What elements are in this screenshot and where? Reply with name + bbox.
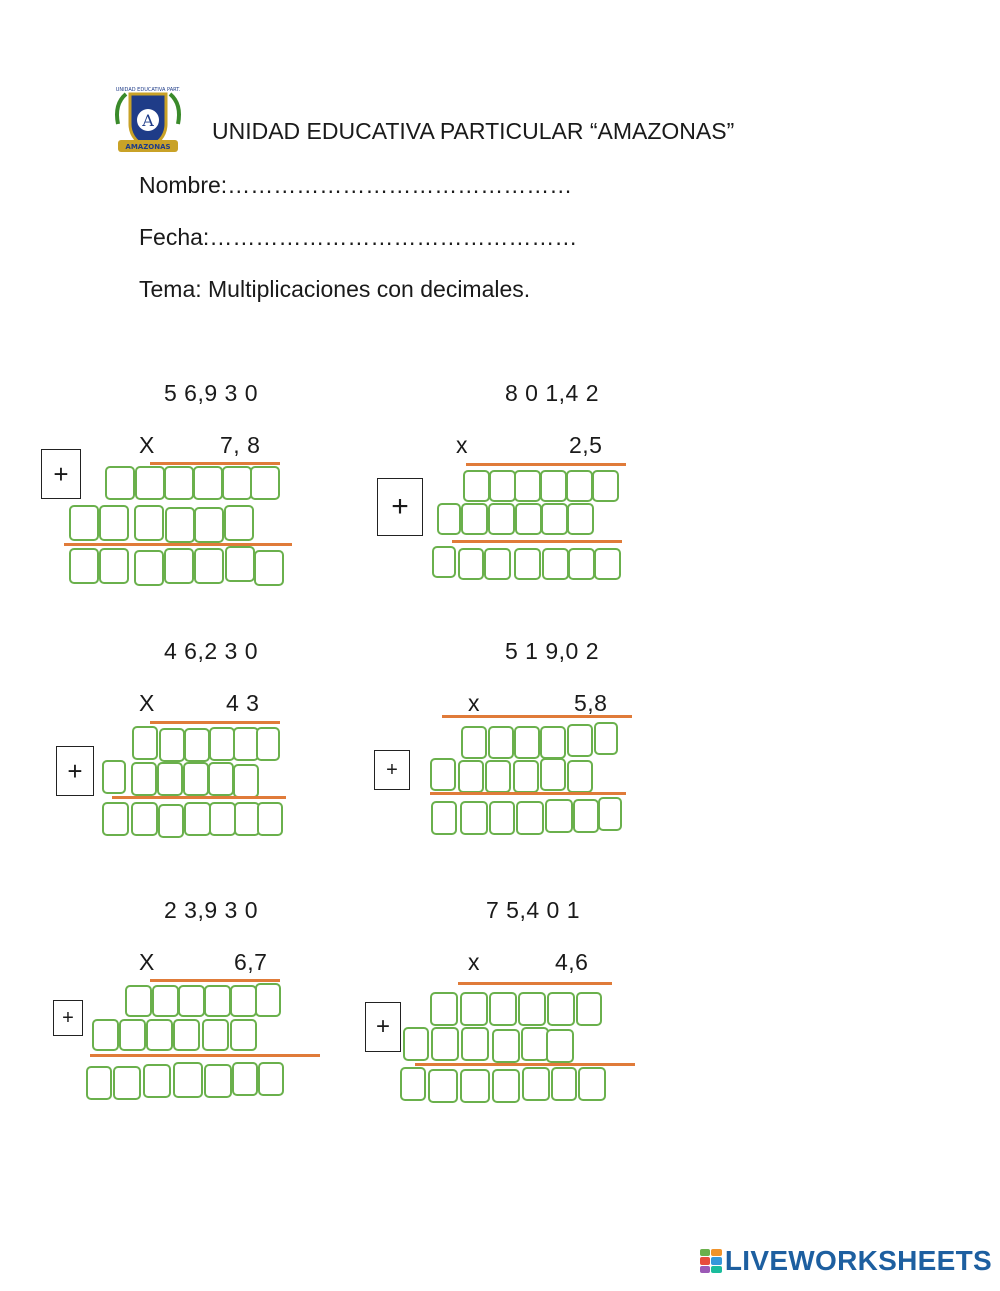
multiplier: 6,7	[234, 949, 268, 975]
answer-box[interactable]	[514, 470, 541, 502]
answer-box[interactable]	[460, 992, 488, 1026]
answer-box[interactable]	[194, 507, 224, 543]
answer-box[interactable]	[489, 992, 517, 1026]
answer-box[interactable]	[178, 985, 205, 1017]
answer-box[interactable]	[594, 722, 618, 755]
answer-box[interactable]	[193, 466, 223, 500]
answer-box[interactable]	[431, 801, 457, 835]
multiplicand: 2 3,9 3 0	[164, 897, 259, 923]
answer-box[interactable]	[92, 1019, 119, 1051]
answer-box[interactable]	[209, 802, 236, 836]
answer-box[interactable]	[102, 802, 129, 836]
answer-box[interactable]	[492, 1069, 520, 1103]
answer-box[interactable]	[152, 985, 179, 1017]
answer-box[interactable]	[488, 503, 515, 535]
answer-box[interactable]	[184, 728, 210, 762]
multiplicand: 7 5,4 0 1	[486, 897, 581, 923]
answer-box[interactable]	[541, 503, 568, 535]
school-logo	[110, 84, 186, 158]
liveworksheets-text: LIVEWORKSHEETS	[724, 1245, 992, 1276]
answer-box[interactable]	[209, 727, 235, 761]
liveworksheets-logo-icon	[700, 1249, 722, 1273]
answer-box[interactable]	[102, 760, 126, 794]
answer-box[interactable]	[134, 505, 164, 541]
answer-box[interactable]	[566, 470, 593, 502]
answer-box[interactable]	[461, 503, 488, 535]
nombre-field[interactable]: Nombre:………………………………………	[139, 172, 573, 198]
answer-box[interactable]	[258, 1062, 284, 1096]
answer-box[interactable]	[165, 507, 195, 543]
answer-box[interactable]	[230, 985, 257, 1017]
answer-box[interactable]	[578, 1067, 606, 1101]
answer-box[interactable]	[594, 548, 621, 580]
tema-text: Tema: Multiplicaciones con decimales.	[139, 276, 531, 302]
answer-box[interactable]	[119, 1019, 146, 1051]
answer-box[interactable]	[99, 548, 129, 584]
answer-box[interactable]	[134, 550, 164, 586]
rule-line	[442, 715, 632, 718]
answer-box[interactable]	[522, 1067, 550, 1101]
answer-box[interactable]	[159, 728, 185, 762]
operator-x: X	[139, 690, 155, 716]
answer-box[interactable]	[256, 727, 280, 761]
answer-box[interactable]	[492, 1029, 520, 1063]
multiplicand: 4 6,2 3 0	[164, 638, 259, 664]
rule-line	[150, 979, 280, 982]
answer-box[interactable]	[485, 760, 511, 793]
liveworksheets-brand[interactable]	[700, 1245, 992, 1277]
operator-x: x	[456, 432, 468, 458]
answer-box[interactable]	[514, 726, 540, 759]
answer-box[interactable]	[143, 1064, 171, 1098]
answer-box[interactable]	[208, 762, 234, 796]
answer-box[interactable]	[540, 726, 566, 759]
answer-box[interactable]	[567, 724, 593, 757]
multiplier: 4 3	[226, 690, 260, 716]
answer-box[interactable]	[515, 503, 542, 535]
multiplicand: 8 0 1,4 2	[505, 380, 600, 406]
answer-box[interactable]	[173, 1019, 200, 1051]
answer-box[interactable]	[257, 802, 283, 836]
answer-box[interactable]	[250, 466, 280, 500]
answer-box[interactable]	[255, 983, 281, 1017]
answer-box[interactable]	[204, 1064, 232, 1098]
answer-box[interactable]	[184, 802, 211, 836]
answer-box[interactable]	[547, 992, 575, 1026]
answer-box[interactable]	[202, 1019, 229, 1051]
answer-box[interactable]	[516, 801, 544, 835]
answer-box[interactable]	[158, 804, 184, 838]
answer-box[interactable]	[489, 470, 516, 502]
rule-line	[466, 463, 626, 466]
answer-box[interactable]	[489, 801, 515, 835]
answer-box[interactable]	[69, 505, 99, 541]
answer-box[interactable]	[132, 726, 158, 760]
answer-box[interactable]	[204, 985, 231, 1017]
multiplier: 4,6	[555, 949, 589, 975]
rule-line	[415, 1063, 635, 1066]
answer-box[interactable]	[113, 1066, 141, 1100]
answer-box[interactable]	[173, 1062, 203, 1098]
answer-box[interactable]	[573, 799, 599, 833]
school-name: UNIDAD EDUCATIVA PARTICULAR “AMAZONAS”	[212, 118, 735, 144]
answer-box[interactable]	[458, 548, 484, 580]
multiplicand: 5 1 9,0 2	[505, 638, 600, 664]
answer-box[interactable]	[460, 801, 488, 835]
answer-box[interactable]	[430, 758, 456, 791]
answer-box[interactable]	[164, 548, 194, 584]
rule-line	[112, 796, 286, 799]
answer-box[interactable]	[545, 799, 573, 833]
multiplier: 5,8	[574, 690, 608, 716]
answer-box[interactable]	[105, 466, 135, 500]
answer-box[interactable]	[164, 466, 194, 500]
multiplicand: 5 6,9 3 0	[164, 380, 259, 406]
answer-box[interactable]	[542, 548, 569, 580]
answer-box[interactable]	[567, 760, 593, 793]
answer-box[interactable]	[461, 726, 487, 759]
answer-box[interactable]	[232, 1062, 258, 1096]
answer-box[interactable]	[69, 548, 99, 584]
rule-line	[150, 721, 280, 724]
plus-sign-box: +	[365, 1002, 401, 1052]
rule-line	[64, 543, 292, 546]
plus-sign-box: +	[56, 746, 94, 796]
answer-box[interactable]	[576, 992, 602, 1026]
plus-sign-box: +	[53, 1000, 83, 1036]
answer-box[interactable]	[183, 762, 209, 796]
answer-box[interactable]	[254, 550, 284, 586]
answer-box[interactable]	[86, 1066, 112, 1100]
answer-box[interactable]	[224, 505, 254, 541]
answer-box[interactable]	[131, 802, 158, 836]
answer-box[interactable]	[521, 1027, 549, 1061]
answer-box[interactable]	[568, 548, 595, 580]
answer-box[interactable]	[513, 760, 539, 793]
rule-line	[452, 540, 622, 543]
answer-box[interactable]	[461, 1027, 489, 1061]
logo-top-text: UNIDAD EDUCATIVA PART.	[115, 87, 181, 93]
plus-sign-box: +	[41, 449, 81, 499]
answer-box[interactable]	[194, 548, 224, 584]
fecha-field[interactable]: Fecha:…………………………………………	[139, 224, 578, 250]
answer-box[interactable]	[546, 1029, 574, 1063]
answer-box[interactable]	[99, 505, 129, 541]
answer-box[interactable]	[431, 1027, 459, 1061]
answer-box[interactable]	[157, 762, 183, 796]
answer-box[interactable]	[432, 546, 456, 578]
answer-box[interactable]	[222, 466, 252, 500]
multiplier: 2,5	[569, 432, 603, 458]
answer-box[interactable]	[233, 764, 259, 798]
answer-box[interactable]	[430, 992, 458, 1026]
answer-box[interactable]	[540, 470, 567, 502]
plus-sign-box: +	[377, 478, 423, 536]
operator-x: x	[468, 949, 480, 975]
answer-box[interactable]	[540, 758, 566, 791]
answer-box[interactable]	[514, 548, 541, 580]
logo-banner: AMAZONAS	[125, 143, 171, 151]
answer-box[interactable]	[400, 1067, 426, 1101]
answer-box[interactable]	[428, 1069, 458, 1103]
answer-box[interactable]	[146, 1019, 173, 1051]
answer-box[interactable]	[488, 726, 514, 759]
answer-box[interactable]	[598, 797, 622, 831]
answer-box[interactable]	[567, 503, 594, 535]
answer-box[interactable]	[551, 1067, 577, 1101]
logo-letter: A	[142, 111, 154, 130]
answer-box[interactable]	[125, 985, 152, 1017]
plus-sign-box: +	[374, 750, 410, 790]
answer-box[interactable]	[230, 1019, 257, 1051]
answer-box[interactable]	[131, 762, 157, 796]
answer-box[interactable]	[403, 1027, 429, 1061]
answer-box[interactable]	[463, 470, 490, 502]
answer-box[interactable]	[592, 470, 619, 502]
multiplier: 7, 8	[220, 432, 261, 458]
operator-x: x	[468, 690, 480, 716]
answer-box[interactable]	[460, 1069, 490, 1103]
rule-line	[458, 982, 612, 985]
answer-box[interactable]	[225, 546, 255, 582]
rule-line	[150, 462, 280, 465]
answer-box[interactable]	[437, 503, 461, 535]
answer-box[interactable]	[135, 466, 165, 500]
rule-line	[90, 1054, 320, 1057]
answer-box[interactable]	[458, 760, 484, 793]
answer-box[interactable]	[518, 992, 546, 1026]
answer-box[interactable]	[484, 548, 511, 580]
operator-x: X	[139, 432, 155, 458]
operator-x: X	[139, 949, 155, 975]
rule-line	[430, 792, 626, 795]
